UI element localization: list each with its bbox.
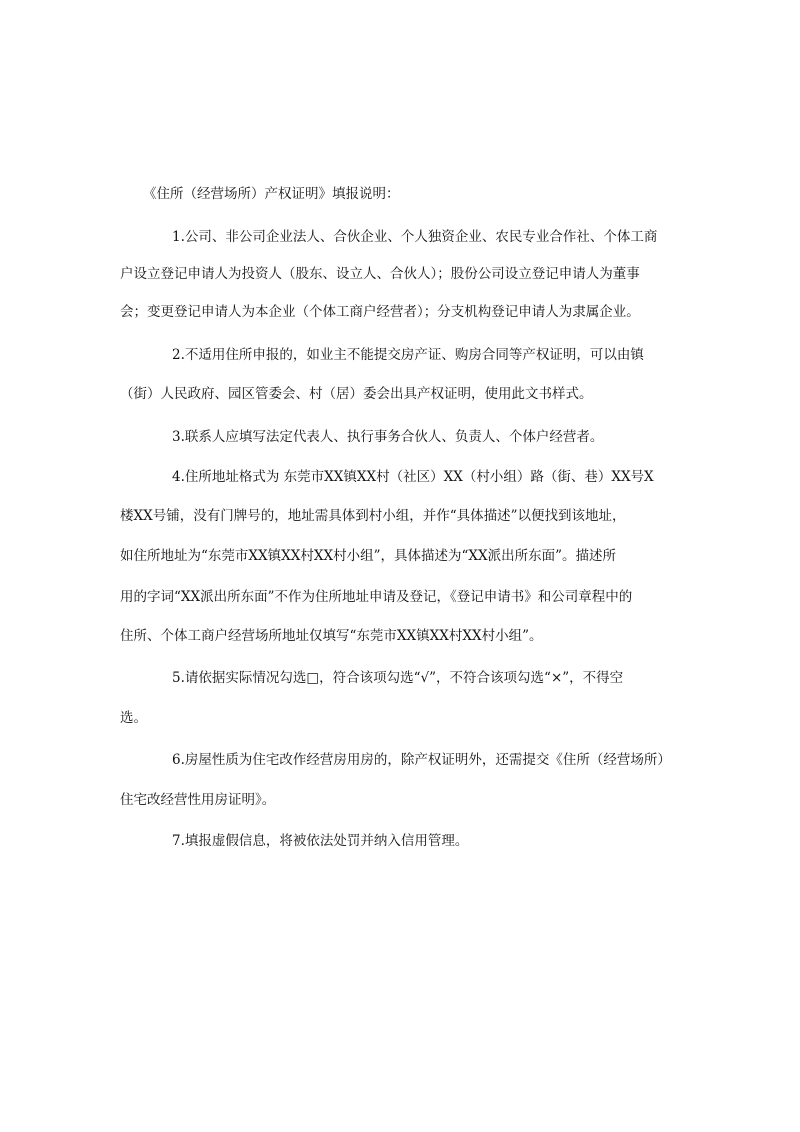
item-1-line-1: 1.公司、非公司企业法人、合伙企业、个人独资企业、农民专业合作社、个体工商: [172, 229, 658, 245]
item-7-line-1: 7.填报虚假信息，将被依法处罚并纳入信用管理。: [172, 833, 469, 849]
item-4-line-5: 住所、个体工商户经营场所地址仅填写“东莞市XX镇XX村XX村小组”。: [120, 628, 543, 644]
item-1-line-3: 会；变更登记申请人为本企业（个体工商户经营者）；分支机构登记申请人为隶属企业。: [120, 304, 640, 320]
item-2-line-1: 2.不适用住所申报的，如业主不能提交房产证、购房合同等产权证明，可以由镇: [172, 347, 644, 363]
item-6-line-1: 6.房屋性质为住宅改作经营房用房的，除产权证明外，还需提交《住所（经营场所）: [172, 752, 671, 768]
item-3-line-1: 3.联系人应填写法定代表人、执行事务合伙人、负责人、个体户经营者。: [172, 429, 604, 445]
item-4-line-3: 如住所地址为“东莞市XX镇XX村XX村小组”，具体描述为“XX派出所东面”。描述所: [120, 548, 616, 564]
item-2-line-2: （街）人民政府、园区管委会、村（居）委会出具产权证明，使用此文书样式。: [120, 386, 593, 402]
page-title: 《住所（经营场所）产权证明》填报说明：: [143, 186, 400, 202]
item-6-line-2: 住宅改经营性用房证明》。: [120, 792, 276, 808]
item-4-line-1: 4.住所地址格式为 东莞市XX镇XX村（社区）XX（村小组）路（街、巷）XX号X: [172, 469, 654, 485]
item-4-line-4: 用的字词“XX派出所东面”不作为住所地址申请及登记，《登记申请书》和公司章程中的: [120, 589, 633, 605]
item-5-line-2: 选。: [120, 710, 147, 726]
item-5-line-1: 5.请依据实际情况勾选□，符合该项勾选“√”，不符合该项勾选“×”，不得空: [172, 670, 624, 686]
item-1-line-2: 户设立登记申请人为投资人（股东、设立人、合伙人）；股份公司设立登记申请人为董事: [120, 266, 640, 282]
item-4-line-2: 楼XX号铺，没有门牌号的，地址需具体到村小组，并作“具体描述”以便找到该地址，: [120, 508, 626, 524]
